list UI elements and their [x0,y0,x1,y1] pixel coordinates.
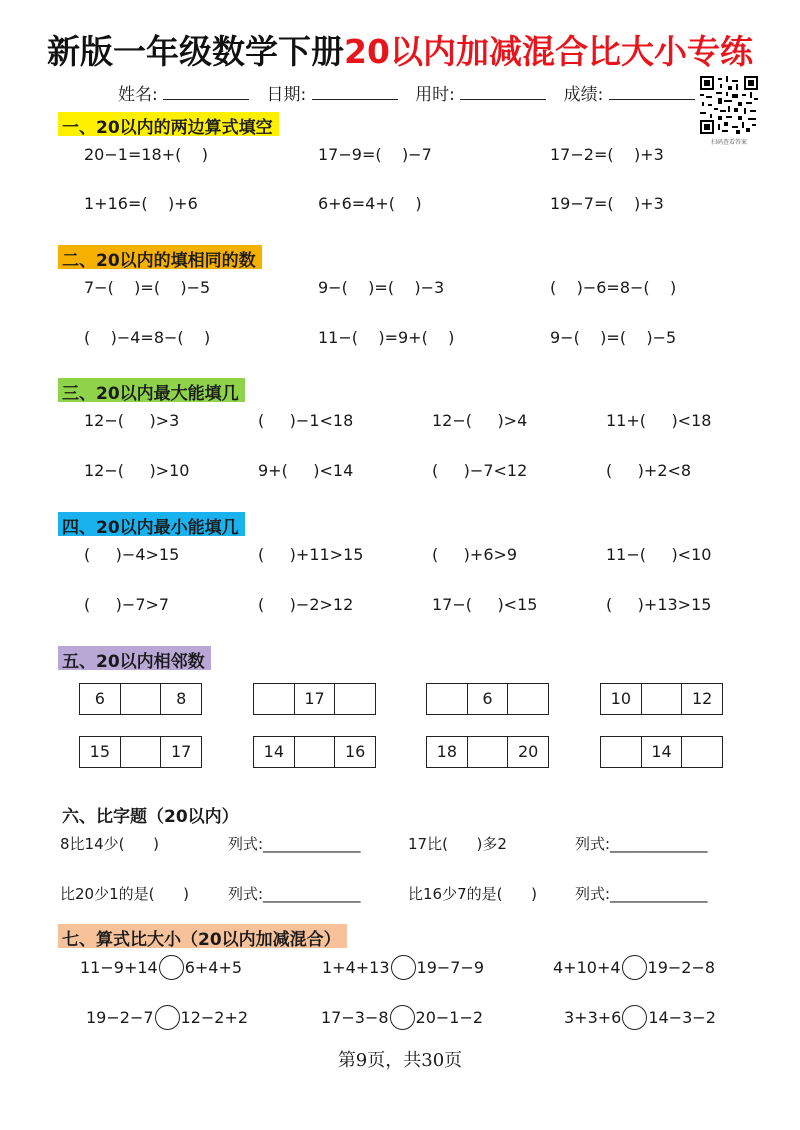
section-2-title: 二、20以内的填相同的数 [58,245,262,269]
word-problem[interactable]: 比20少1的是( ) [60,885,189,903]
grid-cell[interactable] [508,684,548,714]
grid-cell[interactable]: 10 [601,684,642,714]
problem[interactable]: 12−( )>4 [432,411,528,430]
compare-problem: 11−9+14 6+4+5 [80,955,242,980]
grid-cell[interactable]: 8 [176,689,187,708]
equation-blank[interactable]: 列式:_____________ [575,835,708,853]
problem[interactable]: 11−( )=9+( ) [318,328,455,347]
neighbor-grid [79,683,202,715]
problem[interactable]: 9−( )=( )−5 [550,328,677,347]
score-field[interactable]: 成绩: [564,80,695,105]
neighbor-grid [426,736,549,768]
grid-cell[interactable] [682,737,722,767]
compare-circle[interactable] [622,955,647,980]
grid-cell[interactable]: 15 [80,737,121,767]
problem[interactable]: ( )−4=8−( ) [84,328,211,347]
grid-cell[interactable]: 6 [468,684,509,714]
info-line [118,80,707,105]
grid-cell[interactable]: 14 [642,737,683,767]
grid-cell[interactable]: 16 [345,742,366,761]
compare-problem: 4+10+4 19−2−8 [553,955,715,980]
grid-cell[interactable] [254,684,295,714]
section-4-title: 四、20以内最小能填几 [58,512,245,536]
problem[interactable]: ( )−2>12 [258,595,354,614]
compare-circle[interactable] [390,1005,415,1030]
grid-cell[interactable]: 6 [80,684,121,714]
grid-cell[interactable] [427,684,468,714]
problem[interactable]: ( )−1<18 [258,411,354,430]
grid-cell[interactable]: 17 [295,684,336,714]
problem[interactable]: 11+( )<18 [606,411,712,430]
grid-cell[interactable] [601,737,642,767]
section-5-title: 五、20以内相邻数 [58,646,211,670]
neighbor-grid [600,683,723,715]
section-6-title: 六、比字题（20以内） [62,807,239,827]
problem[interactable]: 20−1=18+( ) [84,145,208,164]
title-main: 新版一年级数学下册 [47,32,345,71]
problem[interactable]: 11−( )<10 [606,545,712,564]
problem[interactable]: ( )−4>15 [84,545,180,564]
compare-problem: 1+4+13 19−7−9 [322,955,484,980]
section-7-title: 七、算式比大小（20以内加减混合） [58,924,347,948]
neighbor-grid [426,683,549,715]
compare-problem: 19−2−7 12−2+2 [86,1005,248,1030]
problem[interactable]: 7−( )=( )−5 [84,278,211,297]
problem[interactable]: 19−7=( )+3 [550,194,664,213]
grid-cell[interactable] [468,737,509,767]
neighbor-grid [79,736,202,768]
word-problem[interactable]: 17比( )多2 [408,835,507,853]
problem[interactable]: 9−( )=( )−3 [318,278,445,297]
neighbor-grid [600,736,723,768]
compare-problem: 17−3−8 20−1−2 [321,1005,483,1030]
problem[interactable]: 12−( )>10 [84,461,190,480]
equation-blank[interactable]: 列式:_____________ [228,835,361,853]
problem[interactable]: 9+( )<14 [258,461,354,480]
grid-cell[interactable]: 18 [427,737,468,767]
problem[interactable]: ( )+2<8 [606,461,692,480]
problem[interactable]: ( )+13>15 [606,595,712,614]
grid-cell[interactable] [121,737,162,767]
grid-cell[interactable] [295,737,336,767]
page-title [0,26,800,73]
problem[interactable]: 12−( )>3 [84,411,180,430]
grid-cell[interactable]: 17 [171,742,192,761]
problem[interactable]: ( )−6=8−( ) [550,278,677,297]
qr-code-icon [700,76,758,134]
compare-circle[interactable] [622,1005,647,1030]
compare-problem: 3+3+6 14−3−2 [564,1005,716,1030]
title-highlight: 20以内加减混合比大小专练 [344,32,753,71]
section-1-title: 一、20以内的两边算式填空 [58,112,279,136]
problem[interactable]: ( )+6>9 [432,545,518,564]
problem[interactable]: ( )−7<12 [432,461,528,480]
date-field[interactable]: 日期: [267,80,398,105]
problem[interactable]: ( )+11>15 [258,545,364,564]
neighbor-grid [253,736,376,768]
compare-circle[interactable] [155,1005,180,1030]
problem[interactable]: 1+16=( )+6 [84,194,198,213]
time-field[interactable]: 用时: [415,80,546,105]
word-problem[interactable]: 8比14少( ) [60,835,159,853]
problem[interactable]: 6+6=4+( ) [318,194,422,213]
grid-cell[interactable] [121,684,162,714]
word-problem[interactable]: 比16少7的是( ) [408,885,537,903]
page-number: 第9页，共30页 [337,1050,463,1071]
grid-cell[interactable]: 12 [692,689,713,708]
problem[interactable]: 17−9=( )−7 [318,145,432,164]
neighbor-grid [253,683,376,715]
grid-cell[interactable]: 14 [254,737,295,767]
section-3-title: 三、20以内最大能填几 [58,378,245,402]
name-field[interactable]: 姓名: [118,80,249,105]
grid-cell[interactable] [335,684,375,714]
compare-circle[interactable] [159,955,184,980]
qr-caption: 扫码查看答案 [710,139,747,146]
grid-cell[interactable]: 20 [518,742,539,761]
problem[interactable]: ( )−7>7 [84,595,170,614]
equation-blank[interactable]: 列式:_____________ [228,885,361,903]
problem[interactable]: 17−2=( )+3 [550,145,664,164]
grid-cell[interactable] [642,684,683,714]
equation-blank[interactable]: 列式:_____________ [575,885,708,903]
problem[interactable]: 17−( )<15 [432,595,538,614]
compare-circle[interactable] [391,955,416,980]
